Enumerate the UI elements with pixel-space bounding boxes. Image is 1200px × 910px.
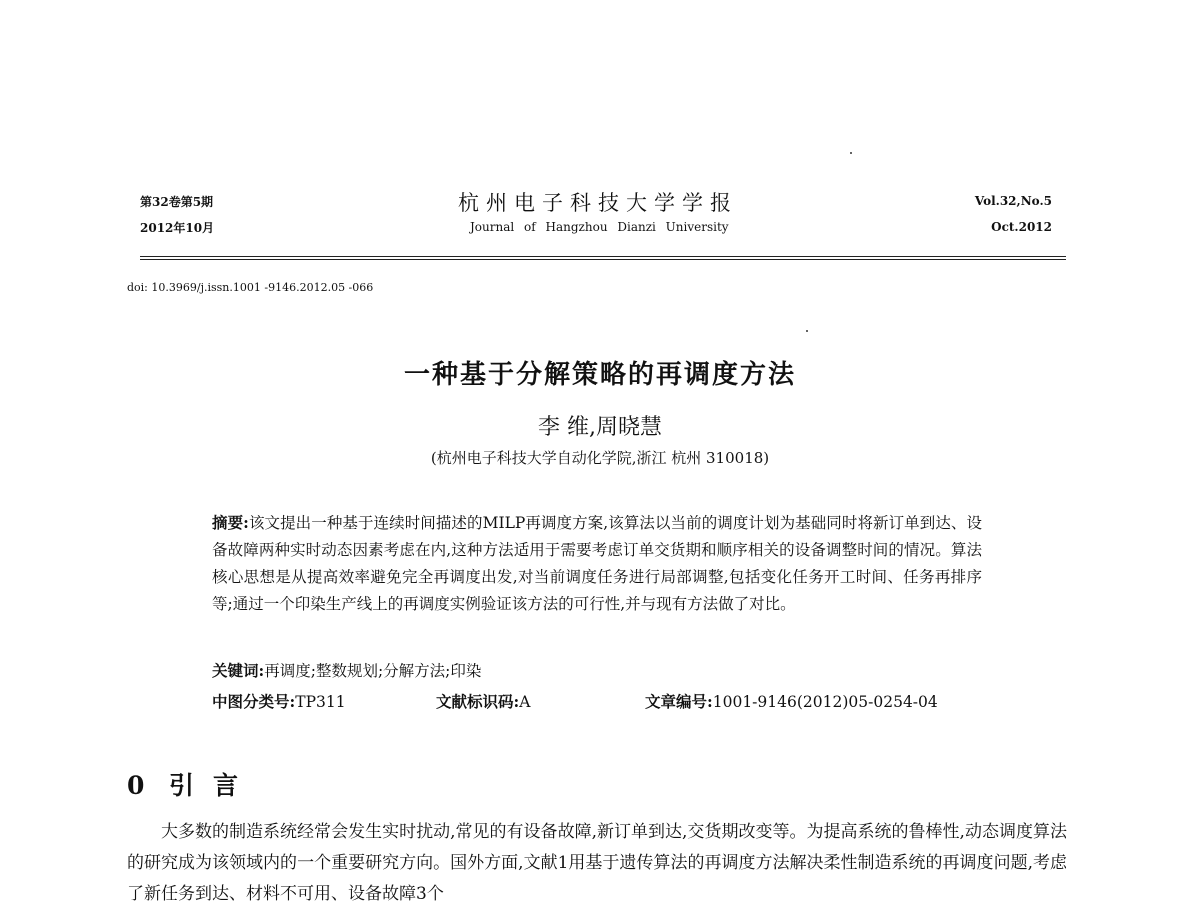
keywords bbox=[212, 659, 481, 681]
section-number: 0 bbox=[127, 771, 145, 800]
doc-code-label: 文献标识码: bbox=[436, 692, 520, 711]
volume-issue-en: Vol.32,No.5 bbox=[974, 194, 1052, 208]
article-no-value: 1001-9146(2012)05-0254-04 bbox=[712, 693, 938, 711]
volume-issue-cn: 第32卷第5期 bbox=[140, 195, 214, 209]
author-2: 周晓慧 bbox=[595, 415, 662, 440]
clc-number bbox=[212, 690, 346, 712]
issue-date-cn: 2012年10月 bbox=[140, 221, 215, 235]
doi-line: doi: 10.3969/j.issn.1001 -9146.2012.05 -066 bbox=[127, 281, 374, 294]
issue-date-en: Oct.2012 bbox=[991, 220, 1052, 234]
scan-speck bbox=[806, 330, 808, 332]
abstract-text: 该文提出一种基于连续时间描述的MILP再调度方案,该算法以当前的调度计划为基础同时将新订单到达、设备故障两种实时动态因素考虑在内,这种方法适用于需要考虑订单交货期和顺序相关的设备调整时间的情况。算法核心思想是从提高效率避免完全再调度出发,对当前调度任务进行局部调整,包括变化任务开工时间、任务再排序等;通过一个印染生产线上的再调度实例验证该方法的可行性,并与现有方法做了对比。 bbox=[212, 514, 982, 613]
section-heading bbox=[127, 766, 238, 802]
clc-value: TP311 bbox=[295, 693, 346, 711]
scan-speck bbox=[850, 152, 852, 154]
section-body: 大多数的制造系统经常会发生实时扰动,常见的有设备故障,新订单到达,交货期改变等。为提高系统的鲁棒性,动态调度算法的研究成为该领域内的一个重要研究方向。国外方面,文献1用基于遗传算法的再调度方法解决柔性制造系统的再调度问题,考虑了新任务到达、材料不可用、设备故障3个 bbox=[127, 822, 1067, 904]
author-line: 李 维,周晓慧 bbox=[537, 415, 662, 440]
keywords-text: 再调度;整数规划;分解方法;印染 bbox=[264, 662, 482, 680]
section-title-char-1: 引 bbox=[169, 771, 195, 800]
doc-code-value: A bbox=[519, 693, 531, 711]
article-number bbox=[645, 690, 938, 712]
header-rule-bottom bbox=[140, 259, 1066, 260]
article-no-label: 文章编号: bbox=[645, 692, 713, 711]
abstract bbox=[212, 509, 982, 618]
author-1: 李 维 bbox=[537, 415, 589, 440]
section-title-char-2: 言 bbox=[213, 771, 239, 800]
affiliation: (杭州电子科技大学自动化学院,浙江 杭州 310018) bbox=[430, 449, 770, 467]
paper-title: 一种基于分解策略的再调度方法 bbox=[403, 360, 796, 390]
clc-label: 中图分类号: bbox=[212, 692, 296, 711]
journal-title-en: Journal of Hangzhou Dianzi University bbox=[470, 220, 729, 234]
abstract-label: 摘要: bbox=[212, 513, 249, 532]
journal-title-cn: 杭州电子科技大学学报 bbox=[458, 191, 738, 215]
header-rule-top bbox=[140, 256, 1066, 257]
document-code bbox=[436, 690, 530, 712]
keywords-label: 关键词: bbox=[212, 661, 265, 680]
